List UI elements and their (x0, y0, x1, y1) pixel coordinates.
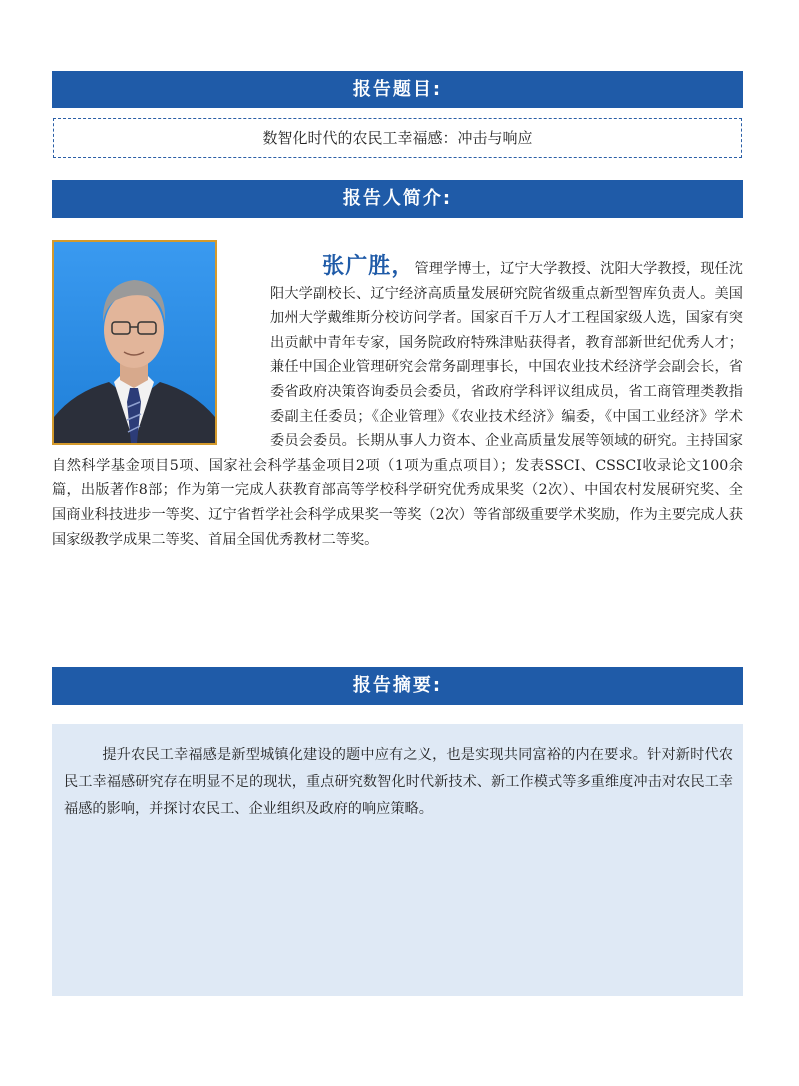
abstract-section-header: 报告摘要: (52, 667, 743, 705)
abstract-panel (52, 724, 743, 996)
topic-section-header: 报告题目: (52, 71, 743, 108)
speaker-name: 张广胜， (322, 253, 415, 279)
speaker-bio-text: 管理学博士，辽宁大学教授、沈阳大学教授，现任沈阳大学副校长、辽宁经济高质量发展研究院省级重点新型智库负责人。美国加州大学戴维斯分校访问学者。国家百千万人才工程国家级人选，国家有突出贡献中青年专家，国务院政府特殊津贴获得者，教育部新世纪优秀人才；兼任中国企业管理研究会常务副理事长，中国农业技术经济学会副会长，省委省政府决策咨询委员会委员，省政府学科评议组成员，省工商管理类教指委副主任委员；《企业管理》《农业技术经济》编委，《中国工业经济》学术委员会委员。长期从事人力资本、企业高质量发展等领域的研究。主持国家自然科学基金项目5项、国家社会科学基金项目2项（1项为重点项目）；发表SSCI、CSSCI收录论文100余篇，出版著作8部；作为第一完成人获教育部高等学校科学研究优秀成果奖（2次）、中国农村发展研究奖、全国商业科技进步一等奖、辽宁省哲学社会科学成果奖一等奖（2次）等省部级重要学术奖励，作为主要完成人获国家级教学成果二等奖、首届全国优秀教材二等奖。 (52, 261, 743, 548)
abstract-text: 提升农民工幸福感是新型城镇化建设的题中应有之义，也是实现共同富裕的内在要求。针对新时代农民工幸福感研究存在明显不足的现状，重点研究数智化时代新技术、新工作模式等多重维度冲击对农民工幸福感的影响，并探讨农民工、企业组织及政府的响应策略。 (64, 747, 733, 817)
speaker-section-header: 报告人简介: (52, 180, 743, 218)
speaker-bio (52, 254, 743, 552)
report-topic: 数智化时代的农民工幸福感：冲击与响应 (53, 118, 742, 158)
